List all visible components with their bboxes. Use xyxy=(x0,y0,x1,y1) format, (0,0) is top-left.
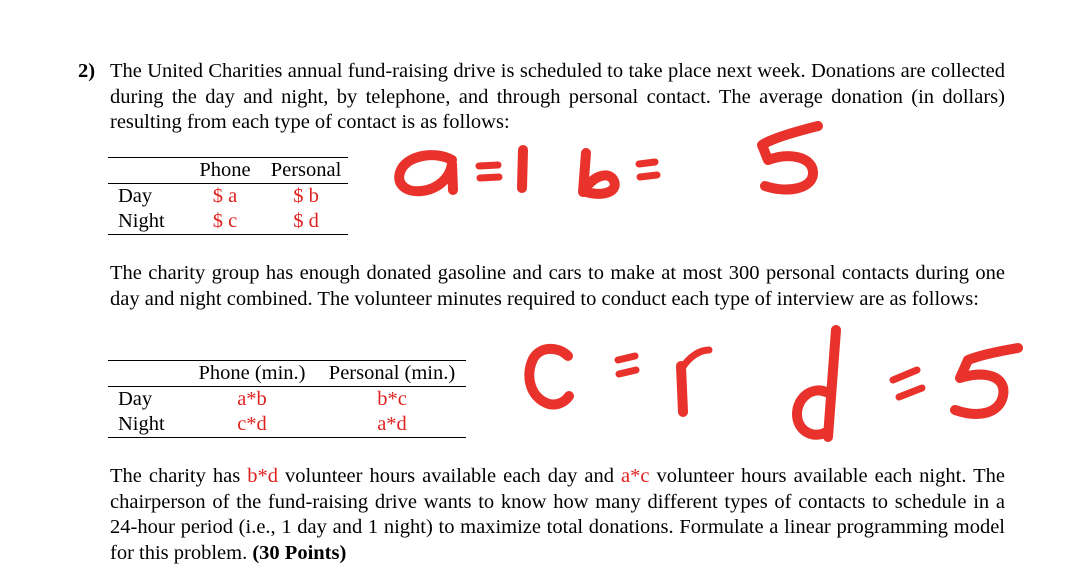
table-row xyxy=(108,209,348,235)
question-number: 2) xyxy=(78,60,96,82)
highlight-day-hours: b*d xyxy=(247,465,278,487)
table-row xyxy=(108,387,466,413)
table-cell: b*c xyxy=(377,388,407,410)
volunteer-minutes-table xyxy=(108,360,466,438)
paragraph-text: volunteer hours available each night. The chairperson of the fund-raising drive wants to know how many different types of contacts to schedule in a 24-hour period (i.e., 1 day and 1 night) to maximize total donations. Formulate a linear programming model for this problem. xyxy=(110,465,1005,564)
question-paragraph-2: The charity group has enough donated gasoline and cars to make at most 300 personal contacts during one day and night combined. The volunteer minutes required to conduct each type of interview are as follows: xyxy=(110,262,1005,310)
donation-table-header xyxy=(108,158,348,184)
paragraph-text: volunteer hours available each day and xyxy=(278,465,622,487)
minutes-header-personal: Personal (min.) xyxy=(318,361,466,387)
table-cell: $ b xyxy=(293,185,319,207)
minutes-table-header xyxy=(108,361,466,387)
minutes-header-phone: Phone (min.) xyxy=(186,361,318,387)
table-row xyxy=(108,412,466,438)
row-label: Day xyxy=(118,388,153,410)
donation-header-personal: Personal xyxy=(264,158,348,184)
donation-header-phone: Phone xyxy=(186,158,264,184)
row-label: Night xyxy=(108,209,186,235)
highlight-night-hours: a*c xyxy=(621,465,650,487)
paragraph-text: The charity has xyxy=(110,465,248,487)
table-cell: $ a xyxy=(212,185,238,207)
donation-table-corner xyxy=(108,158,186,184)
row-label: Day xyxy=(118,185,153,207)
table-cell: c*d xyxy=(186,412,318,438)
points-label: (30 Points) xyxy=(252,541,347,564)
donation-table xyxy=(108,157,348,235)
table-cell: a*d xyxy=(318,412,466,438)
row-label: Night xyxy=(108,412,186,438)
minutes-table-corner xyxy=(108,361,186,387)
question-paragraph-3 xyxy=(110,464,1005,566)
table-cell: $ d xyxy=(264,209,348,235)
table-cell: $ c xyxy=(186,209,264,235)
table-cell: a*b xyxy=(237,388,267,410)
table-row xyxy=(108,184,348,210)
question-paragraph-1: The United Charities annual fund-raising drive is scheduled to take place next week. Donations are collected during the day and night, by telephone, and through personal contact. The average donation (in dollars) resulting from each type of contact is as follows: xyxy=(110,60,1005,133)
